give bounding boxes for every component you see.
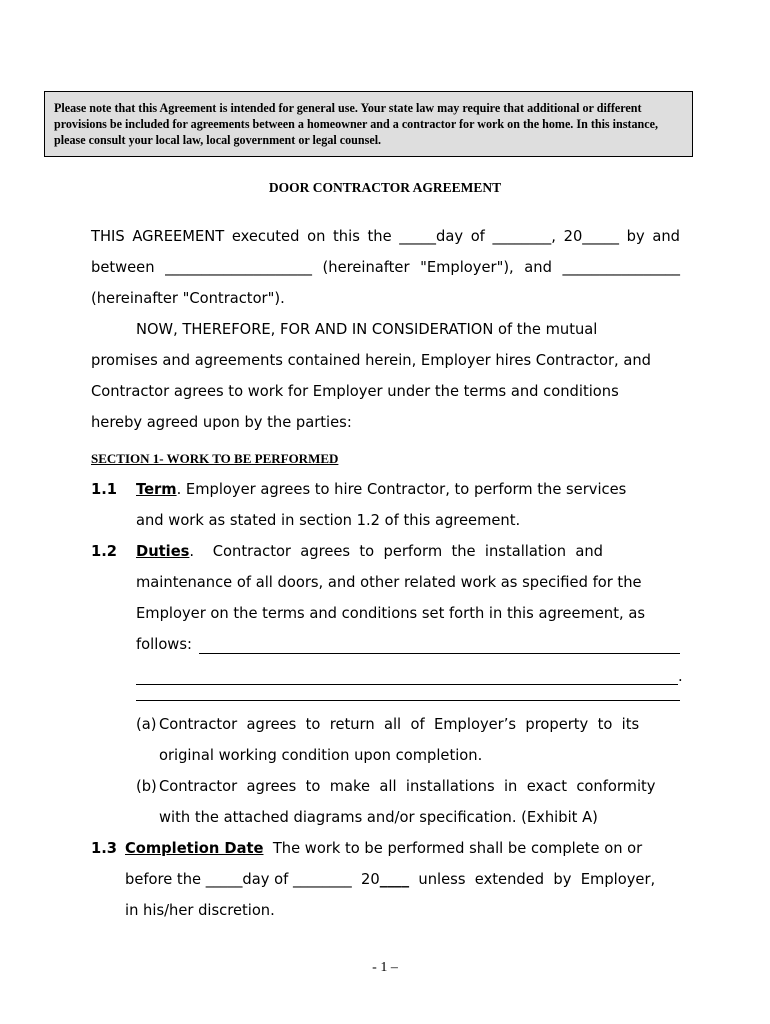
intro-line-5: promises and agreements contained herein, Employer hires Contractor, and xyxy=(91,352,651,369)
blank-line-1 xyxy=(199,653,680,654)
blank-line-3 xyxy=(136,700,680,701)
intro-line-7: hereby agreed upon by the parties: xyxy=(91,414,352,431)
blank-line-2 xyxy=(136,684,678,685)
clause-1-3-text: The work to be performed shall be complete on or xyxy=(263,840,643,857)
section-1-heading: SECTION 1- WORK TO BE PERFORMED xyxy=(91,451,339,466)
intro-line-4: NOW, THEREFORE, FOR AND IN CONSIDERATION of the mutual xyxy=(136,321,598,338)
page-number: - 1 – xyxy=(372,960,398,975)
item-a-line-2: original working condition upon completion. xyxy=(159,747,483,764)
completion-year-blank: ____ xyxy=(379,871,410,888)
item-a-line-1: Contractor agrees to return all of Employer’s property to its xyxy=(159,716,640,733)
clause-1-1-line-1 xyxy=(136,480,680,500)
notice-text: Please note that this Agreement is intended for general use. Your state law may require that additional or different provisions be included for agreements between a homeowner and a contractor for work on the home. In this instance, please consult your local law, local government or legal counsel. xyxy=(54,101,659,147)
clause-1-1-line-2: and work as stated in section 1.2 of this agreement. xyxy=(136,512,521,529)
item-a-marker: (a) xyxy=(136,716,157,733)
clause-1-1-number: 1.1 xyxy=(91,481,118,498)
clause-1-2-line-2: maintenance of all doors, and other related work as specified for the xyxy=(136,574,642,591)
document-title: DOOR CONTRACTOR AGREEMENT xyxy=(268,180,502,195)
clause-1-1-text: . Employer agrees to hire Contractor, to perform the services xyxy=(176,481,627,498)
intro-line-1: THIS AGREEMENT executed on this the _____day of ________, 20_____ by and xyxy=(91,228,680,245)
notice-box xyxy=(44,91,693,157)
clause-1-2-text: . Contractor agrees to perform the installation and xyxy=(189,543,603,560)
item-b-line-1: Contractor agrees to make all installations in exact conformity xyxy=(159,778,656,795)
intro-line-2: between ____________________ (hereinafter "Employer"), and ________________ xyxy=(91,259,680,276)
clause-1-2-label: Duties xyxy=(136,543,190,560)
clause-1-2-line-1 xyxy=(136,542,668,562)
blank-line-2-period: . xyxy=(678,668,683,685)
clause-1-3-line-2-end: unless extended by Employer, xyxy=(409,871,656,888)
clause-1-3-line-3: in his/her discretion. xyxy=(125,902,275,919)
intro-line-6: Contractor agrees to work for Employer under the terms and conditions xyxy=(91,383,619,400)
clause-1-3-label: Completion Date xyxy=(125,840,264,857)
clause-1-3-number: 1.3 xyxy=(91,840,118,857)
clause-1-2-line-4: follows: xyxy=(136,636,192,653)
item-b-marker: (b) xyxy=(136,778,157,795)
clause-1-2-line-3: Employer on the terms and conditions set forth in this agreement, as xyxy=(136,605,645,622)
clause-1-3-line-2 xyxy=(125,870,668,890)
clause-1-2-number: 1.2 xyxy=(91,543,118,560)
clause-1-3-line-2-start: before the _____day of ________ 20 xyxy=(125,871,380,888)
intro-line-3: (hereinafter "Contractor"). xyxy=(91,290,285,307)
clause-1-1-label: Term xyxy=(136,481,177,498)
item-b-line-2: with the attached diagrams and/or specification. (Exhibit A) xyxy=(159,809,598,826)
clause-1-3-line-1 xyxy=(125,839,668,859)
